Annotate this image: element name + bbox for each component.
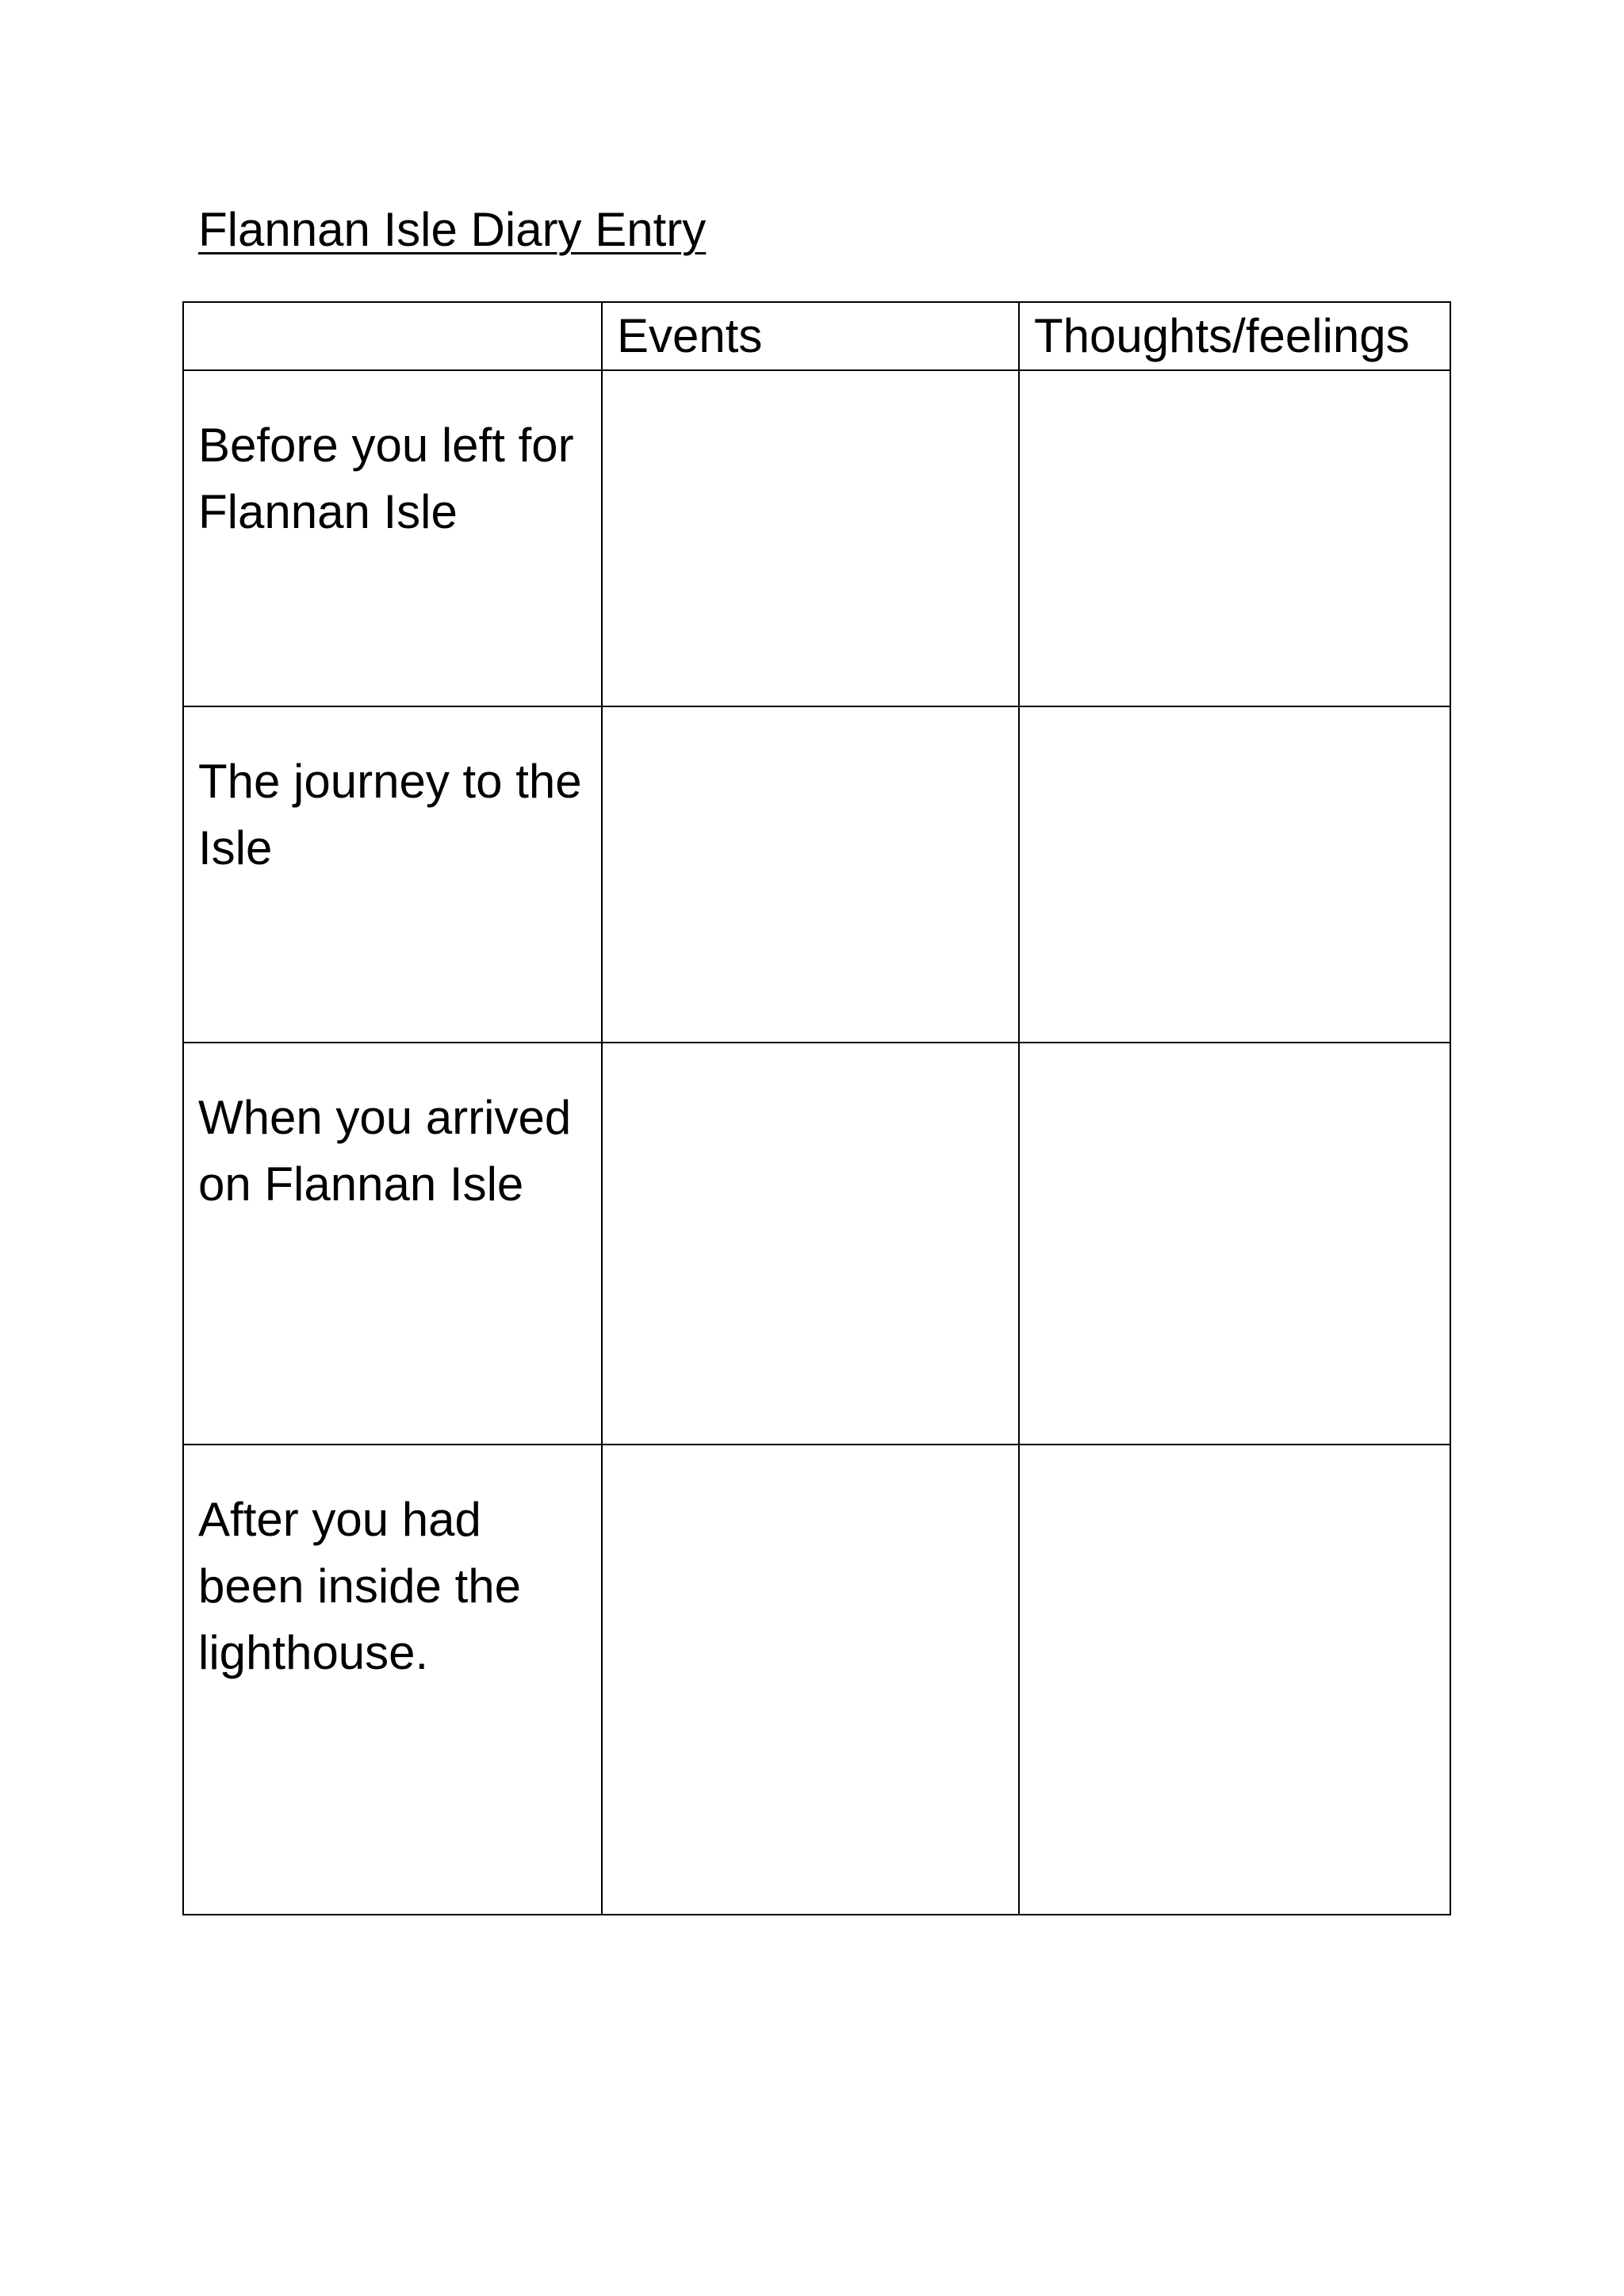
header-cell-events — [602, 302, 1019, 370]
row-label-cell — [183, 1445, 602, 1915]
page-title: Flannan Isle Diary Entry — [198, 203, 707, 256]
events-cell[interactable] — [602, 1445, 1019, 1915]
row-label: Before you left for Flannan Isle — [198, 419, 574, 538]
table-row — [183, 1445, 1450, 1915]
row-label: When you arrived on Flannan Isle — [198, 1091, 572, 1211]
thoughts-cell[interactable] — [1019, 1445, 1450, 1915]
table-row — [183, 1043, 1450, 1445]
row-label-cell — [183, 706, 602, 1043]
table-row — [183, 706, 1450, 1043]
row-label: After you had been inside the lighthouse. — [198, 1493, 521, 1679]
thoughts-header: Thoughts/feelings — [1034, 309, 1410, 362]
events-cell[interactable] — [602, 1043, 1019, 1445]
row-label-cell — [183, 1043, 602, 1445]
header-cell-thoughts — [1019, 302, 1450, 370]
diary-table — [182, 301, 1451, 1915]
thoughts-cell[interactable] — [1019, 706, 1450, 1043]
row-label-cell — [183, 370, 602, 706]
table-row — [183, 370, 1450, 706]
thoughts-cell[interactable] — [1019, 370, 1450, 706]
table-header-row — [183, 302, 1450, 370]
events-cell[interactable] — [602, 706, 1019, 1043]
row-label: The journey to the Isle — [198, 755, 582, 874]
events-header: Events — [617, 309, 763, 362]
header-cell-blank — [183, 302, 602, 370]
thoughts-cell[interactable] — [1019, 1043, 1450, 1445]
events-cell[interactable] — [602, 370, 1019, 706]
